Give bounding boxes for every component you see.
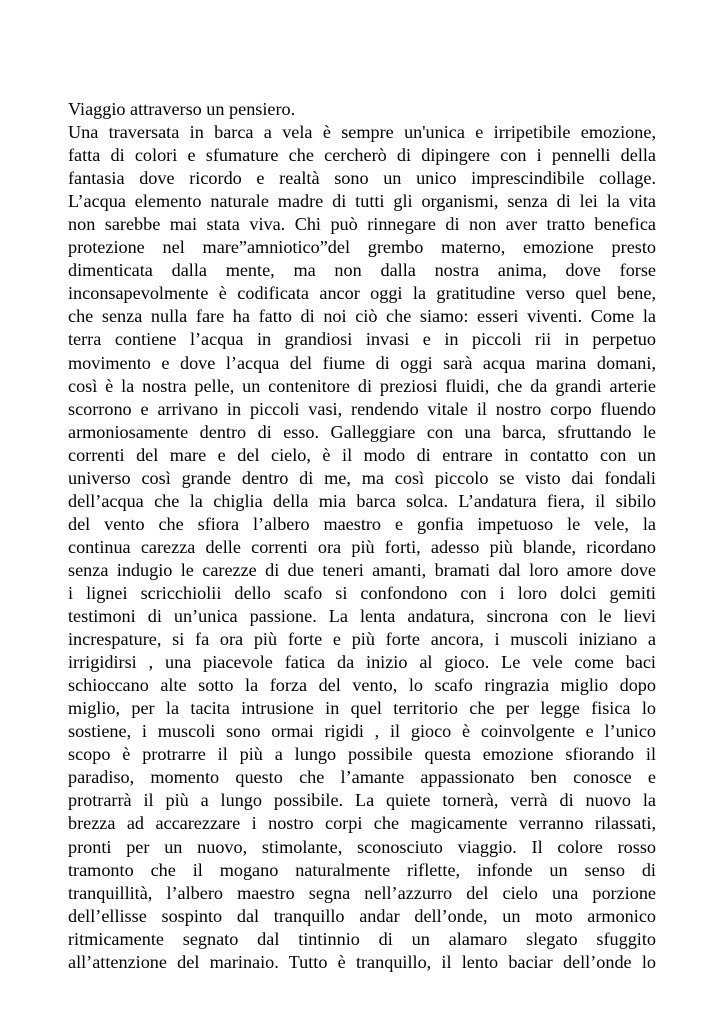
text-line: non sarebbe mai stata viva. Chi può rinnegare di non aver tratto benefica	[68, 214, 656, 235]
text-line: scorrono e arrivano in piccoli vasi, rendendo vitale il nostro corpo fluendo	[68, 398, 656, 419]
text-line: sostiene, i muscoli sono ormai rigidi , il gioco è coinvolgente e l’unico	[68, 721, 656, 742]
text-line: scopo è protrarre il più a lungo possibile questa emozione sfiorando il	[68, 744, 656, 765]
paragraph	[68, 121, 656, 974]
text-line: brezza ad accarezzare i nostro corpi che magicamente verranno rilassati,	[68, 813, 656, 834]
text-line: movimento e dove l’acqua del fiume di oggi sarà acqua marina domani,	[68, 352, 656, 373]
text-line: armoniosamente dentro di esso. Galleggiare con una barca, sfruttando le	[68, 421, 656, 442]
text-line: continua carezza delle correnti ora più forti, adesso più blande, ricordano	[68, 536, 656, 557]
text-line: terra contiene l’acqua in grandiosi invasi e in piccoli rii in perpetuo	[68, 329, 656, 350]
text-line: testimoni di un’unica passione. La lenta andatura, sincrona con le lievi	[68, 606, 656, 627]
text-line: irrigidirsi , una piacevole fatica da inizio al gioco. Le vele come baci	[68, 652, 656, 673]
text-line: che senza nulla fare ha fatto di noi ciò che siamo: esseri viventi. Come la	[68, 306, 656, 327]
text-line: pronti per un nuovo, stimolante, sconosciuto viaggio. Il colore rosso	[68, 836, 656, 857]
text-line: universo così grande dentro di me, ma così piccolo se visto dai fondali	[68, 467, 656, 488]
text-line: schioccano alte sotto la forza del vento, lo scafo ringrazia miglio dopo	[68, 675, 656, 696]
text-line: L’acqua elemento naturale madre di tutti gli organismi, senza di lei la vita	[68, 191, 656, 212]
text-line: senza indugio le carezze di due teneri amanti, bramati dal loro amore dove	[68, 559, 656, 580]
text-line: fantasia dove ricordo e realtà sono un unico imprescindibile collage.	[68, 168, 656, 189]
text-line: miglio, per la tacita intrusione in quel territorio che per legge fisica lo	[68, 698, 656, 719]
document-body	[68, 98, 656, 974]
text-line: tranquillità, l’albero maestro segna nell’azzurro del cielo una porzione	[68, 882, 656, 903]
text-line: i lignei scricchiolii dello scafo si confondono con i loro dolci gemiti	[68, 582, 656, 603]
text-line: all’attenzione del marinaio. Tutto è tranquillo, il lento baciar dell’onde lo	[68, 951, 656, 972]
text-line: dell’acqua che la chiglia della mia barca solca. L’andatura fiera, il sibilo	[68, 490, 656, 511]
document-title: Viaggio attraverso un pensiero.	[68, 99, 296, 119]
text-line: fatta di colori e sfumature che cercherò di dipingere con i pennelli della	[68, 145, 656, 166]
text-line: correnti del mare e del cielo, è il modo di entrare in contatto con un	[68, 444, 656, 465]
text-line: così è la nostra pelle, un contenitore di preziosi fluidi, che da grandi arterie	[68, 375, 656, 396]
text-line: inconsapevolmente è codificata ancor oggi la gratitudine verso quel bene,	[68, 283, 656, 304]
text-line: Una traversata in barca a vela è sempre un'unica e irripetibile emozione,	[68, 122, 656, 143]
text-line: protezione nel mare”amniotico”del grembo materno, emozione presto	[68, 237, 656, 258]
text-line: dell’ellisse sospinto dal tranquillo andar dell’onde, un moto armonico	[68, 905, 656, 926]
text-line: del vento che sfiora l’albero maestro e gonfia impetuoso le vele, la	[68, 513, 656, 534]
text-line: increspature, si fa ora più forte e più forte ancora, i muscoli iniziano a	[68, 629, 656, 650]
text-line: ritmicamente segnato dal tintinnio di un alamaro slegato sfuggito	[68, 928, 656, 949]
text-line: tramonto che il mogano naturalmente riflette, infonde un senso di	[68, 859, 656, 880]
text-line: dimenticata dalla mente, ma non dalla nostra anima, dove forse	[68, 260, 656, 281]
text-line: protrarrà il più a lungo possibile. La quiete tornerà, verrà di nuovo la	[68, 790, 656, 811]
text-line: paradiso, momento questo che l’amante appassionato ben conosce e	[68, 767, 656, 788]
